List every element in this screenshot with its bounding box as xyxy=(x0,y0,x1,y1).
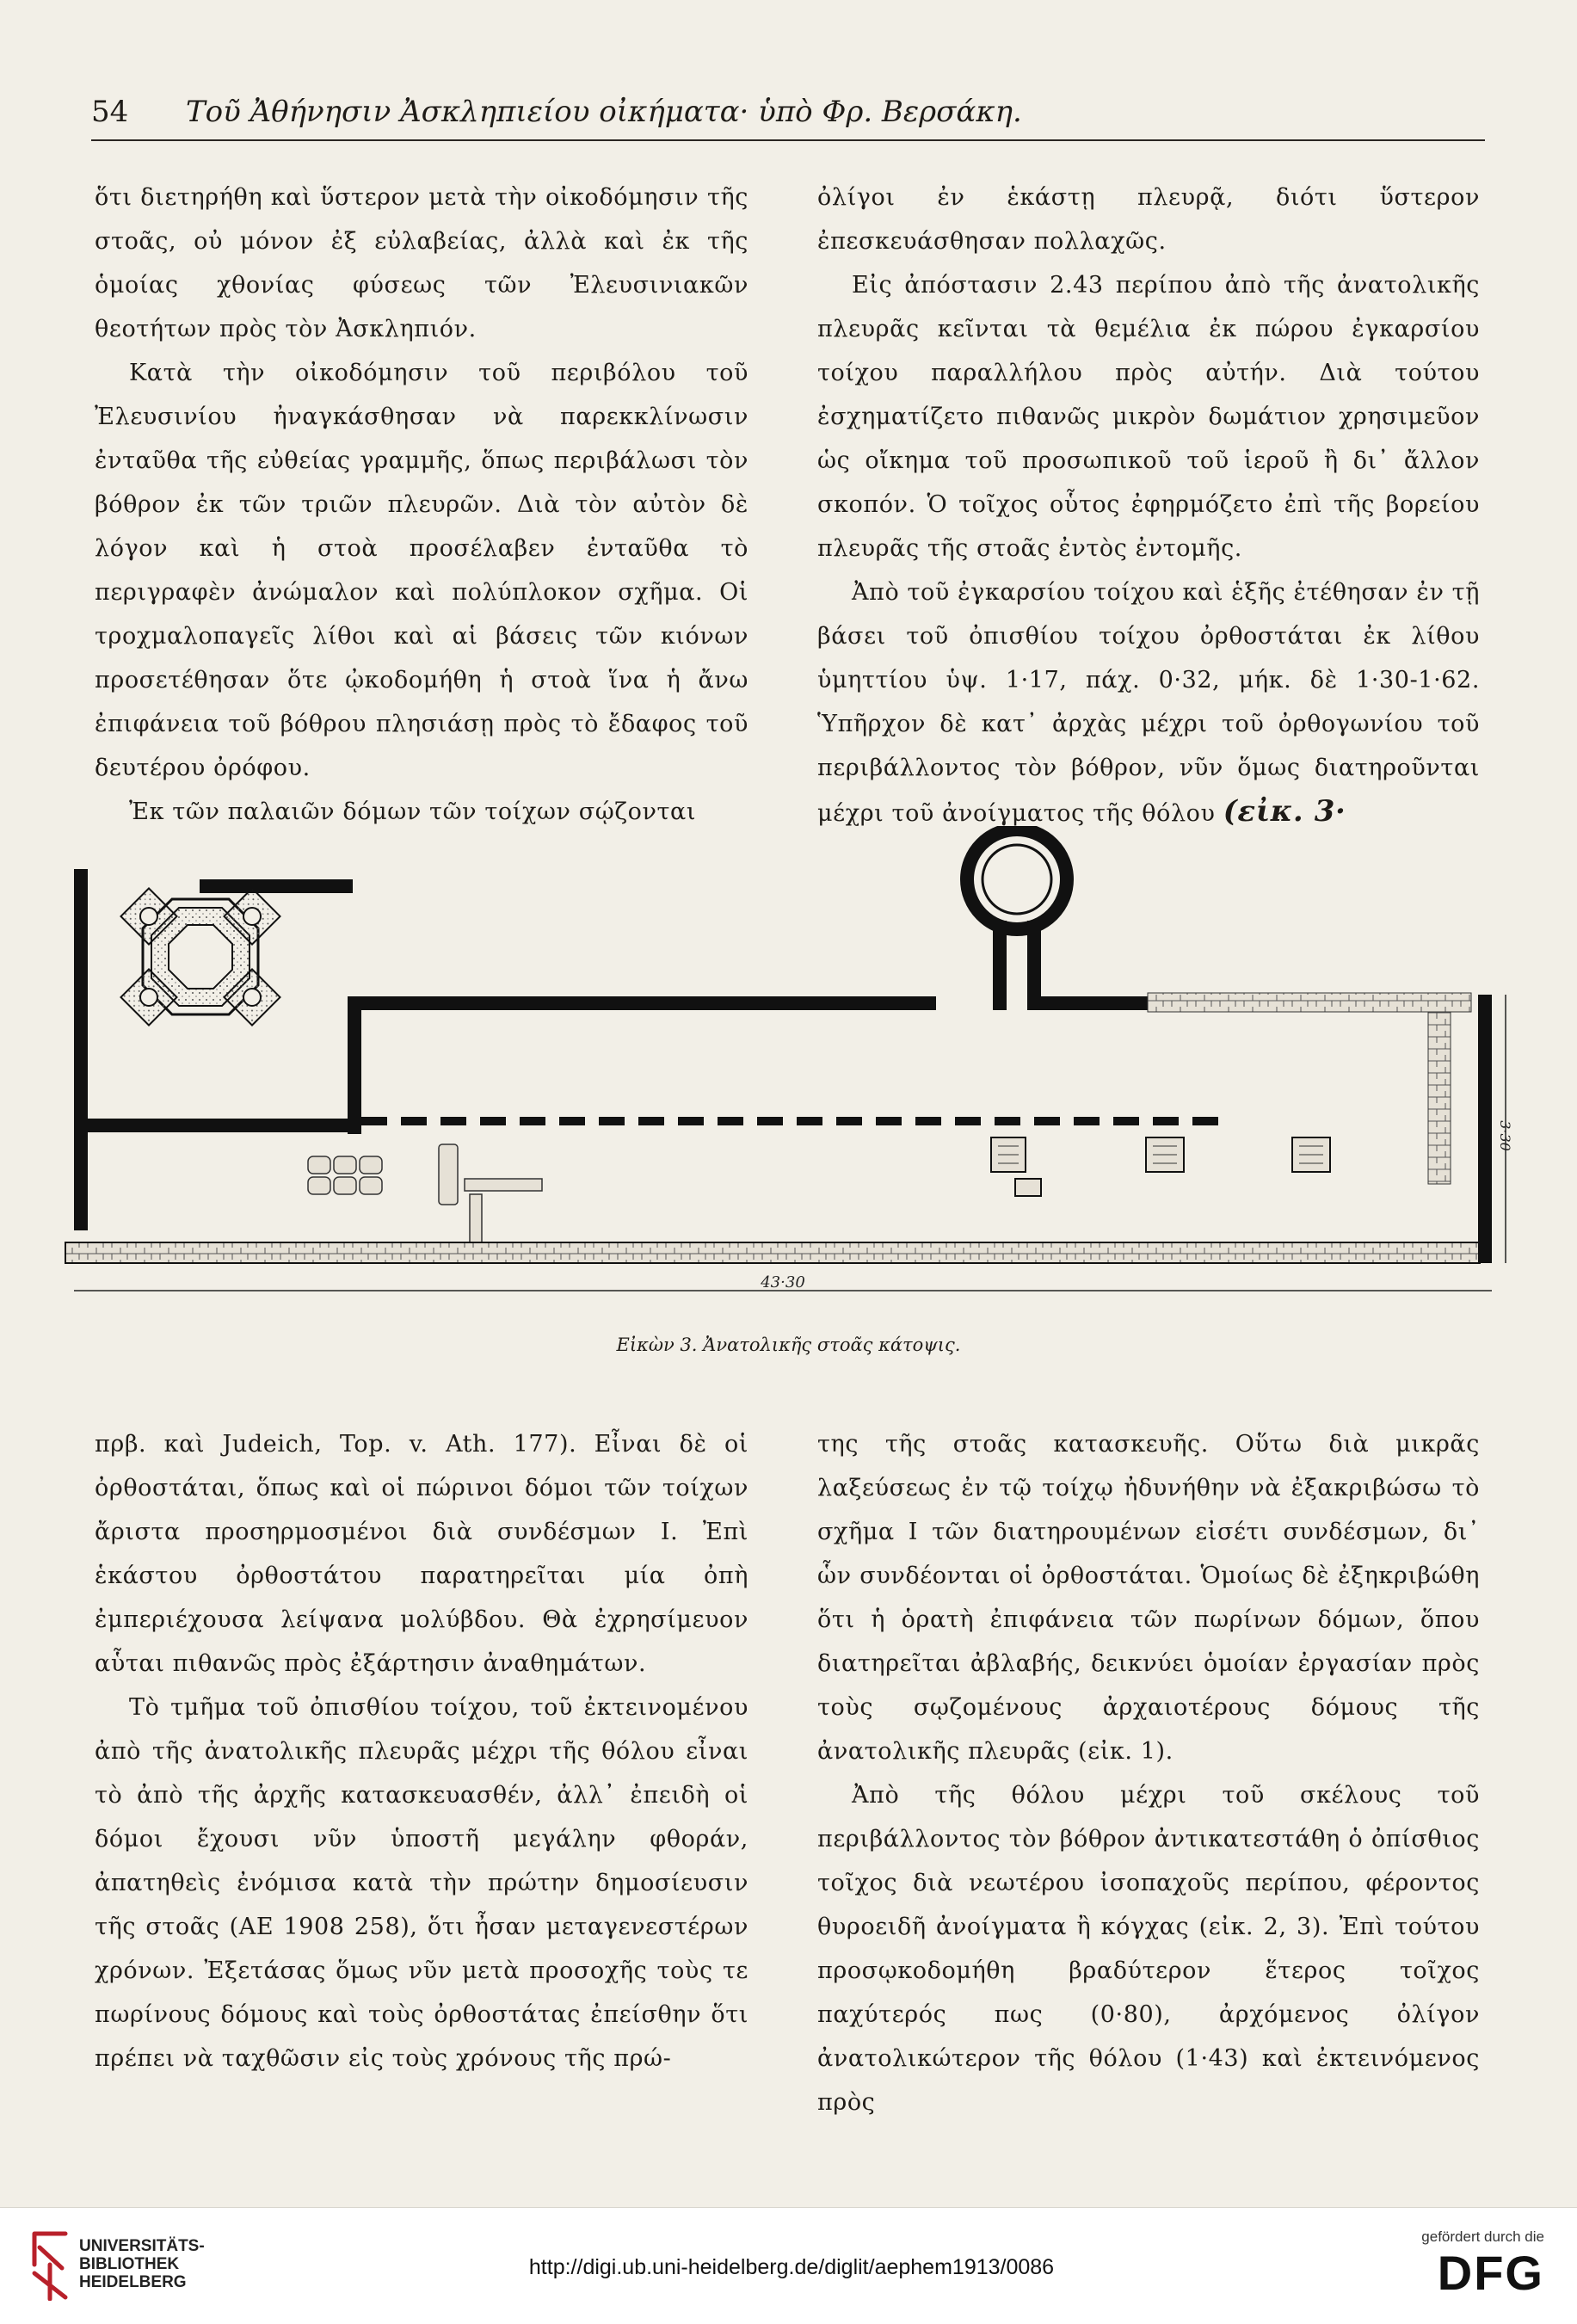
source-url-link[interactable]: http://digi.ub.uni-heidelberg.de/diglit/aephem1913/0086 xyxy=(528,2255,1055,2279)
figure-reference: (εἰκ. 3· xyxy=(1223,794,1346,829)
west-wall xyxy=(74,869,88,1230)
colonnade-dashes xyxy=(361,1000,673,1008)
height-dimension-label: 3·30 xyxy=(1497,1120,1513,1151)
header-rule xyxy=(91,139,1485,141)
east-stone-column xyxy=(1428,1012,1451,1184)
east-wall xyxy=(1478,995,1492,1263)
running-head xyxy=(91,93,1485,138)
stoa-inner-wall xyxy=(88,1119,361,1132)
paragraph: Ἐκ τῶν παλαιῶν δόμων τῶν τοίχων σῴζονται xyxy=(129,798,697,825)
east-stone-course xyxy=(1148,993,1471,1012)
paragraph: Κατὰ τὴν οἰκοδόμησιν τοῦ περιβόλου τοῦ Ἐλευσινίου ἠναγκάσθησαν νὰ παρεκκλίνωσιν ἐνταῦθα τῆς εὐθείας γραμμῆς, ὅπως περιβάλωσι τὸν βόθρον ἐκ τῶν τριῶν πλευρῶν. Διὰ τὸν αὐτὸν δὲ λόγον καὶ ἡ στοὰ προσέλαβεν ἐνταῦθα τὸ περιγραφὲν ἀνώμαλον καὶ πολύπλοκον σχῆμα. Οἱ τροχμαλοπαγεῖς λίθοι καὶ αἱ βάσεις τῶν κιόνων προσετέθησαν ὅτε ᾠκοδομήθη ἡ στοὰ ἵνα ἡ ἄνω ἐπιφάνεια τοῦ βόθρου πλησιάσῃ πρὸς τὸ ἔδαφος τοῦ δευτέρου ὀρόφου. xyxy=(95,360,748,781)
north-wall-east xyxy=(1027,996,1148,1010)
university-logo-icon xyxy=(31,2230,69,2301)
left-column-top xyxy=(95,176,748,834)
floor-plan-figure xyxy=(60,826,1514,1325)
wall-fragment xyxy=(200,879,353,893)
paragraph-text: Ἀπὸ τοῦ ἐγκαρσίου τοίχου καὶ ἑξῆς ἐτέθησαν ἐν τῇ βάσει τοῦ ὀπισθίου τοίχου ὀρθοστάται ἐκ λίθου ὑμηττίου ὑψ. 1·17, πάχ. 0·32, μήκ. δὲ 1·30-1·62. Ὑπῆρχον δὲ κατ᾽ ἀρχὰς μέχρι τοῦ ὀρθογωνίου τοῦ περιβάλλοντος τὸν βόθρον, νῦν ὅμως διατηροῦνται μέχρι τοῦ ἀνοίγματος τῆς θόλου xyxy=(817,579,1480,827)
running-title: Τοῦ Ἀθήνησιν Ἀσκληπιείου οἰκήματα· ὑπὸ Φρ. Βερσάκη. xyxy=(186,95,1022,129)
figure-caption: Εἰκὼν 3. Ἀνατολικῆς στοᾶς κάτοψις. xyxy=(616,1335,961,1355)
right-column-bottom xyxy=(817,1422,1480,2124)
paragraph: ὀλίγοι ἐν ἑκάστῃ πλευρᾷ, διότι ὕστερον ἐπεσκευάσθησαν πολλαχῶς. xyxy=(817,184,1480,255)
left-column-bottom xyxy=(95,1422,748,2081)
paragraph: Ἀπὸ τῆς θόλου μέχρι τοῦ σκέλους τοῦ περιβάλλοντος τὸν βόθρον ἀντικατεστάθη ὁ ὀπίσθιος τοῖχος διὰ νεωτέρου ἰσοπαχοῦς περίπου, φέροντος θυροειδῆ ἀνοίγματα ἢ κόγχας (εἰκ. 2, 3). Ἐπὶ τούτου προσῳκοδομήθη βραδύτερον ἕτερος τοῖχος παχύτερός πως (0·80), ἀρχόμενος ὀλίγον ἀνατολικώτερον τῆς θόλου (1·43) καὶ ἐκτεινόμενος πρὸς xyxy=(817,1782,1480,2116)
rubble-blocks xyxy=(308,1144,542,1246)
digitization-footer xyxy=(0,2207,1577,2324)
funding-credit xyxy=(1372,2228,1544,2301)
tholos-neck-left xyxy=(993,921,1007,1010)
funding-text: gefördert durch die xyxy=(1421,2228,1544,2245)
paragraph xyxy=(817,570,1480,835)
right-column-top xyxy=(817,176,1480,835)
dfg-logo: DFG xyxy=(1437,2246,1544,2300)
paragraph: πρβ. καὶ Judeich, Top. v. Ath. 177). Εἶναι δὲ οἱ ὀρθοστάται, ὅπως καὶ οἱ πώρινοι δόμοι τῶν τοίχων ἄριστα προσηρμοσμένοι διὰ συνδέσμων I. Ἐπὶ ἑκάστου ὀρθοστάτου παρατηρεῖται μία ὀπὴ ἐμπεριέχουσα λείψανα μολύβδου. Θὰ ἐχρησίμευον αὗται πιθανῶς πρὸς ἐξάρτησιν ἀναθημάτων. xyxy=(95,1431,748,1677)
column-bases xyxy=(991,1137,1330,1196)
bothros-structure xyxy=(120,888,280,1025)
page-number: 54 xyxy=(91,95,129,129)
width-dimension-label: 43·30 xyxy=(761,1273,805,1291)
paragraph: Τὸ τμῆμα τοῦ ὀπισθίου τοίχου, τοῦ ἐκτεινομένου ἀπὸ τῆς ἀνατολικῆς πλευρᾶς μέχρι τῆς θόλου εἶναι τὸ ἀπὸ τῆς ἀρχῆς κατασκευασθέν, ἀλλ᾽ ἐπειδὴ οἱ δόμοι ἔχουσι νῦν ὑποστῆ μεγάλην φθοράν, ἀπατηθεὶς ἐνόμισα κατὰ τὴν πρώτην δημοσίευσιν τῆς στοᾶς (ΑΕ 1908 258), ὅτι ἦσαν μεταγενεστέρων χρόνων. Ἐξετάσας ὅμως νῦν μετὰ προσοχῆς τοὺς τε πωρίνους δόμους καὶ τοὺς ὀρθοστάτας ἐπείσθην ὅτι πρέπει νὰ ταχθῶσιν εἰς τοὺς χρόνους τῆς πρώ- xyxy=(95,1694,748,2072)
paragraph: Εἰς ἀπόστασιν 2.43 περίπου ἀπὸ τῆς ἀνατολικῆς πλευρᾶς κεῖνται τὰ θεμέλια ἐκ πώρου ἐγκαρσίου τοίχου παραλλήλου πρὸς αὐτήν. Διὰ τούτου ἐσχηματίζετο πιθανῶς μικρὸν δωμάτιον χρησιμεῦον ὡς οἴκημα τοῦ προσωπικοῦ τοῦ ἱεροῦ ἢ δι᾽ ἄλλον σκοπόν. Ὁ τοῖχος οὗτος ἐφηρμόζετο ἐπὶ τῆς βορείου πλευρᾶς τῆς στοᾶς ἐντὸς ἐντομῆς. xyxy=(817,272,1480,562)
paragraph: της τῆς στοᾶς κατασκευῆς. Οὕτω διὰ μικρᾶς λαξεύσεως ἐν τῷ τοίχῳ ἠδυνήθην νὰ ἐξακριβώσω τὸ σχῆμα I τῶν διατηρουμένων εἰσέτι συνδέσμων, δι᾽ ὧν συνδέονται οἱ ὀρθοστάται. Ὁμοίως δὲ ἐξηκριβώθη ὅτι ἡ ὁρατὴ ἐπιφάνεια τῶν πωρίνων δόμων, ὅπου διατηρεῖται ἀβλαβής, δεικνύει ὁμοίαν ἐργασίαν πρὸς τοὺς σῳζομένους ἀρχαιοτέρους δόμους τῆς ἀνατολικῆς πλευρᾶς (εἰκ. 1). xyxy=(817,1431,1480,1765)
inner-wall xyxy=(348,996,361,1134)
colonnade-line-lower xyxy=(361,1117,1218,1125)
south-wall xyxy=(65,1242,1480,1263)
paragraph: ὅτι διετηρήθη καὶ ὕστερον μετὰ τὴν οἰκοδόμησιν τῆς στοᾶς, οὐ μόνον ἐξ εὐλαβείας, ἀλλὰ καὶ ἐκ τῆς ὁμοίας χθονίας φύσεως τῶν Ἐλευσινιακῶν θεοτήτων πρὸς τὸν Ἀσκληπιόν. xyxy=(95,184,748,342)
library-name: UNIVERSITÄTS- BIBLIOTHEK HEIDELBERG xyxy=(79,2237,205,2291)
